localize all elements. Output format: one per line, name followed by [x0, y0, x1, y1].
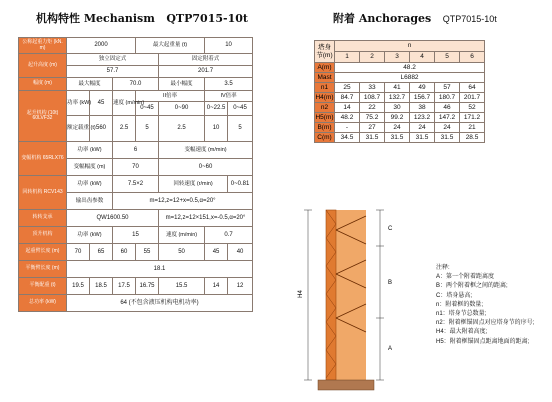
anch-col-5: 5: [435, 52, 460, 63]
legend-item-a: A：第一个附着距离度: [436, 274, 495, 281]
jib-len-6: 40: [228, 244, 253, 261]
jib-len-5: 45: [205, 244, 228, 261]
anch-cell: 171.2: [460, 113, 485, 123]
value-total-power: 64 (不包含液压机构电机功率): [67, 295, 253, 312]
legend-item-h5: H5：附着框锚固点距离地面的距离;: [436, 338, 530, 345]
row-luff-1: [19, 142, 253, 159]
anch-cell: 52: [460, 103, 485, 113]
anch-col-4: 4: [410, 52, 435, 63]
key-hoist-speed: 速度 (m/min): [113, 91, 136, 116]
anch-row-a: [315, 63, 485, 73]
value-climb-power: 15: [113, 227, 159, 244]
row-counter-jib: [19, 261, 253, 278]
anch-row-b: [315, 123, 485, 133]
row-total-power: [19, 295, 253, 312]
label-counter-jib: 平衡臂长度 (m): [19, 261, 67, 278]
row-radius: [19, 78, 253, 91]
anch-cell: 24: [385, 123, 410, 133]
load-c: 2.5: [159, 116, 205, 142]
load-e: 5: [228, 116, 253, 142]
ground-foundation: [318, 380, 374, 390]
key-climb-power: 功率 (kW): [67, 227, 113, 244]
label-hoist-height: 起升高度 (m): [19, 54, 67, 78]
anch-cell: 84.7: [335, 93, 360, 103]
anch-cell: 24: [410, 123, 435, 133]
anch-cell: 75.2: [360, 113, 385, 123]
row-hoist-1: [19, 91, 253, 102]
mechanism-title: [36, 10, 248, 26]
key-climb-speed: 速度 (m/min): [159, 227, 205, 244]
load-a: 2.5: [113, 116, 136, 142]
anch-cell: 28.5: [460, 133, 485, 143]
anch-key-h5: H5(m): [315, 113, 334, 121]
anch-cell: 46: [435, 103, 460, 113]
value-climb-speed: 0.7: [205, 227, 253, 244]
label-ballast: 平衡配重 (t): [19, 278, 67, 295]
anch-cell: 21: [460, 123, 485, 133]
label-radius: 幅度 (m): [19, 78, 67, 91]
label-slew-ring: 转转支承: [19, 210, 67, 227]
row-slew-1: [19, 176, 253, 193]
label-h4: H4: [298, 290, 304, 298]
label-b: B: [388, 280, 393, 286]
value-max-load: 10: [205, 38, 253, 54]
anchorages-table: [314, 40, 485, 143]
jib-len-3: 55: [136, 244, 159, 261]
anch-value-mast: L6882: [335, 73, 485, 83]
anchorages-model: QTP7015-10t: [442, 14, 497, 24]
value-min-radius: 3.5: [205, 78, 253, 91]
key-luff-amp: 变幅幅度 (m): [67, 159, 113, 176]
anch-cell: 14: [335, 103, 360, 113]
ratio-iv: IV倍率: [205, 91, 253, 102]
ballast-4: 15.5: [159, 278, 205, 295]
anch-key-mast: Mast: [315, 73, 335, 83]
label-luffing: 变幅机构 65RLX76: [19, 142, 67, 176]
anch-cell: 57: [435, 83, 460, 93]
anch-cell: 38: [410, 103, 435, 113]
anch-key-n2: n2: [315, 103, 335, 113]
anch-header-row: [315, 41, 485, 52]
anch-cell: 25: [335, 83, 360, 93]
anch-key-h4: H4(m): [315, 93, 334, 101]
label-rated-moment: 公称起重力矩 (kN. m): [19, 38, 67, 54]
anch-key-b: B(m): [315, 123, 335, 133]
anch-value-a: 48.2: [335, 63, 485, 73]
speed-ii-a: 0~45: [136, 102, 159, 116]
anch-row-h4: [315, 93, 485, 103]
anch-cell: 27: [360, 123, 385, 133]
anch-col-row: [315, 52, 485, 63]
speed-ii-b: 0~90: [159, 102, 205, 116]
anch-cell: 22: [360, 103, 385, 113]
anch-key-c: C(m): [315, 133, 335, 143]
anch-cell: 147.2: [435, 113, 460, 123]
anch-cell: 30: [385, 103, 410, 113]
building-wall: [336, 210, 366, 380]
anch-cell: 108.7: [360, 93, 385, 103]
jib-len-4: 50: [159, 244, 205, 261]
key-hoist-load: 额定载重 (t): [67, 116, 90, 142]
row-climbing: [19, 227, 253, 244]
speed-iv-a: 0~22.5: [205, 102, 228, 116]
anch-cell: 33: [360, 83, 385, 93]
mast-diagram: [296, 198, 402, 394]
value-slew-ring: m=12,z=12×151,x=-0.5,α=20°: [159, 210, 253, 227]
row-ballast: [19, 278, 253, 295]
legend-item-n1: n1：塔身节总数量;: [436, 310, 487, 317]
row-hoist-height-a: [19, 54, 253, 66]
label-jib-length: 起重臂长度 (m): [19, 244, 67, 261]
ballast-6: 12: [228, 278, 253, 295]
anch-cell: 41: [385, 83, 410, 93]
value-luff-power: 6: [113, 142, 159, 159]
value-luff-amp: 70: [113, 159, 159, 176]
anch-cell: 24: [435, 123, 460, 133]
legend-item-b: B：两个附着框之间的距离;: [436, 283, 508, 290]
key-freestanding: 独立固定式: [67, 54, 159, 66]
mechanism-title-text: 机构特性 Mechanism: [36, 12, 155, 25]
anch-cell: 123.2: [410, 113, 435, 123]
anch-col-2: 2: [360, 52, 385, 63]
legend-item-n: n：附着框的数量;: [436, 301, 484, 308]
label-c: C: [388, 226, 393, 232]
jib-len-2: 60: [113, 244, 136, 261]
legend-item-c: C：塔身悬高;: [436, 292, 473, 299]
legend-item-h4: H4：最大附着高度;: [436, 329, 488, 336]
anch-cell: 31.5: [435, 133, 460, 143]
anch-key-n1: n1: [315, 83, 335, 93]
legend-title: 注释:: [436, 265, 450, 271]
key-anchored: 固定附着式: [159, 54, 253, 66]
value-slew-speed: 0~0.81: [228, 176, 253, 193]
key-luff-speed: 变幅速度 (m/min): [159, 142, 253, 159]
key-luff-power: 功率 (kW): [67, 142, 113, 159]
anch-col-6: 6: [460, 52, 485, 63]
key-hoist-power: 功率 (kW): [67, 91, 90, 116]
anch-cell: 99.2: [385, 113, 410, 123]
anch-header-label: 塔身节(m): [315, 41, 335, 63]
ballast-2: 17.5: [113, 278, 136, 295]
key-max-radius: 最大幅度: [67, 78, 113, 91]
anch-n-label: n: [335, 41, 485, 52]
load-d: 10: [205, 116, 228, 142]
anch-cell: 132.7: [385, 93, 410, 103]
anch-cell: 31.5: [360, 133, 385, 143]
anch-cell: 180.7: [435, 93, 460, 103]
anch-row-n2: [315, 103, 485, 113]
label-slewing: 回转机构 RCV143: [19, 176, 67, 210]
mechanism-model: QTP7015-10t: [166, 12, 248, 25]
value-hoist-load: 560: [90, 116, 113, 142]
ratio-ii: II倍率: [136, 91, 205, 102]
anch-cell: 34.5: [335, 133, 360, 143]
key-slew-speed: 回转速度 (r/min): [159, 176, 228, 193]
anch-cell: 48.2: [335, 113, 360, 123]
value-slew-power: 7.5×2: [113, 176, 159, 193]
ballast-1: 18.5: [90, 278, 113, 295]
anchorages-title-text: 附着 Anchorages: [333, 12, 432, 25]
anch-cell: 31.5: [410, 133, 435, 143]
label-a: A: [388, 346, 393, 352]
jib-len-0: 70: [67, 244, 90, 261]
anch-col-1: 1: [335, 52, 360, 63]
ballast-5: 14: [205, 278, 228, 295]
row-rated-moment: [19, 38, 253, 54]
value-luff-range: 0~60: [159, 159, 253, 176]
anchorage-legend: [436, 264, 534, 347]
key-max-load: 最大起重量 (t): [136, 38, 205, 54]
anch-key-a: A(m): [315, 63, 335, 73]
row-slew-ring: [19, 210, 253, 227]
anch-cell: 49: [410, 83, 435, 93]
row-jib-length: [19, 244, 253, 261]
anch-cell: 31.5: [385, 133, 410, 143]
label-hoist: 起升机构 (10t) 60LVF32: [19, 91, 67, 142]
anch-col-3: 3: [385, 52, 410, 63]
anch-row-c: [315, 133, 485, 143]
value-slew-output: m=12,z=12+x=0.5,α=20°: [113, 193, 253, 210]
anch-cell: 201.7: [460, 93, 485, 103]
anch-row-mast: [315, 73, 485, 83]
ballast-3: 16.75: [136, 278, 159, 295]
anch-cell: -: [335, 123, 360, 133]
value-max-radius: 70.0: [113, 78, 159, 91]
key-min-radius: 最小幅度: [159, 78, 205, 91]
anch-cell: 156.7: [410, 93, 435, 103]
value-counter-jib: 18.1: [67, 261, 253, 278]
load-b: 5: [136, 116, 159, 142]
anch-row-h5: [315, 113, 485, 123]
speed-iv-b: 0~45: [228, 102, 253, 116]
legend-item-n2: n2：附着框锚固点对应塔身节的序号;: [436, 320, 535, 327]
ballast-0: 19.5: [67, 278, 90, 295]
mechanism-table: [18, 37, 253, 312]
label-climbing: 顶升机构: [19, 227, 67, 244]
anch-cell: 64: [460, 83, 485, 93]
anch-row-n1: [315, 83, 485, 93]
key-slew-power: 功率 (kW): [67, 176, 113, 193]
anchorages-title: [333, 10, 497, 26]
value-hoist-power: 45: [90, 91, 113, 116]
label-total-power: 总功率 (kW): [19, 295, 67, 312]
value-rated-moment: 2000: [67, 38, 136, 54]
key-slew-output: 输出齿参数: [67, 193, 113, 210]
key-slew-ring: QW1600.50: [67, 210, 159, 227]
value-freestanding: 57.7: [67, 66, 159, 78]
jib-len-1: 65: [90, 244, 113, 261]
value-anchored: 201.7: [159, 66, 253, 78]
